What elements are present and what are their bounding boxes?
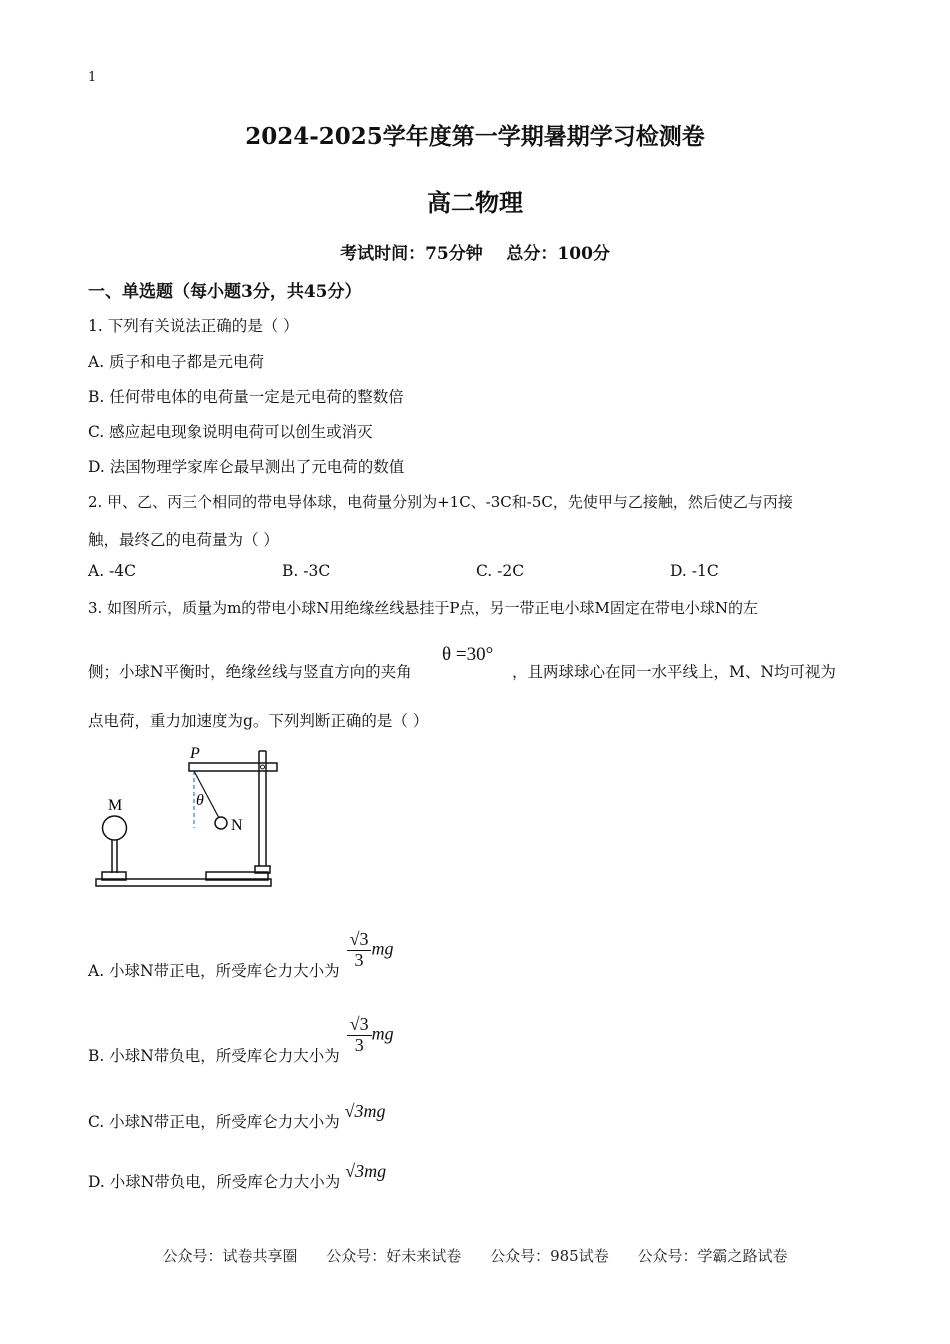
subject-title: 高二物理 [427,188,523,217]
label-theta: θ [196,792,204,809]
q3-option-b-tail: mg [371,1023,394,1044]
q3-option-b [88,1014,394,1066]
q3-figure [88,742,288,896]
page-number: 1 [88,70,97,85]
q1-stem: 1. 下列有关说法正确的是（ ） [88,317,299,335]
exam-info: 考试时间：75分钟 总分：100分 [340,244,610,264]
q3-option-c-expr: √3mg [344,1101,386,1121]
q3-option-b-fraction [347,1015,372,1056]
q3-option-a [88,929,394,981]
footer-item: 公众号：学霸之路试卷 [637,1247,788,1265]
pendulum-diagram [88,742,288,892]
q3-option-a-fraction [347,930,372,971]
footer [0,1245,950,1266]
ball-n [215,817,227,829]
q3-option-d-text: D. 小球N带负电，所受库仑力大小为 [88,1173,341,1191]
q3-option-d-expr: √3mg [345,1161,387,1181]
q3-option-c [88,1100,386,1131]
q1-option-d: D. 法国物理学家库仑最早测出了元电荷的数值 [88,458,405,476]
q3-option-c-text: C. 小球N带正电，所受库仑力大小为 [88,1113,340,1131]
q2-option-d: D. -1C [670,562,719,580]
footer-item: 公众号：好未来试卷 [326,1247,462,1265]
q1-option-c: C. 感应起电现象说明电荷可以创生或消灭 [88,423,373,441]
q2-option-a: A. -4C [88,562,137,580]
label-n: N [231,817,243,834]
fraction-denominator: 3 [347,1035,372,1056]
ball-m [103,816,127,840]
fraction-denominator: 3 [347,950,372,971]
fraction-numerator: √3 [349,929,369,949]
label-m: M [108,797,123,814]
footer-item: 公众号：试卷共享圈 [162,1247,298,1265]
q2-stem-line2: 触，最终乙的电荷量为（ ） [88,531,279,549]
theta-expression: θ =30° [442,644,494,665]
footer-item: 公众号：985试卷 [490,1247,609,1265]
q3-stem-line1: 3. 如图所示，质量为m的带电小球N用绝缘丝线悬挂于P点，另一带正电小球M固定在带电小球N的左 [88,599,759,617]
exam-title: 2024-2025学年度第一学期暑期学习检测卷 [245,123,705,150]
q3-option-a-tail: mg [371,938,394,959]
q3-option-a-text: A. 小球N带正电，所受库仑力大小为 [88,962,340,981]
q3-stem-line2a: 侧；小球N平衡时，绝缘丝线与竖直方向的夹角 [88,663,412,681]
q3-option-d [88,1160,387,1191]
q3-stem-line3: 点电荷，重力加速度为g。下列判断正确的是（ ） [88,712,429,730]
q1-option-b: B. 任何带电体的电荷量一定是元电荷的整数倍 [88,388,404,406]
q1-option-a: A. 质子和电子都是元电荷 [88,353,265,371]
q2-option-c: C. -2C [476,562,525,580]
q3-option-b-text: B. 小球N带负电，所受库仑力大小为 [88,1047,340,1066]
q2-stem-line1: 2. 甲、乙、丙三个相同的带电导体球，电荷量分别为+1C、-3C和-5C，先使甲与乙接触，然后使乙与丙接 [88,493,793,511]
section-heading: 一、单选题（每小题3分，共45分） [88,282,362,302]
top-arm [189,763,277,771]
q3-stem-line2b: ，且两球球心在同一水平线上，M、N均可视为 [512,663,836,681]
fraction-numerator: √3 [349,1014,369,1034]
label-p: P [190,745,200,762]
q2-option-b: B. -3C [282,562,331,580]
